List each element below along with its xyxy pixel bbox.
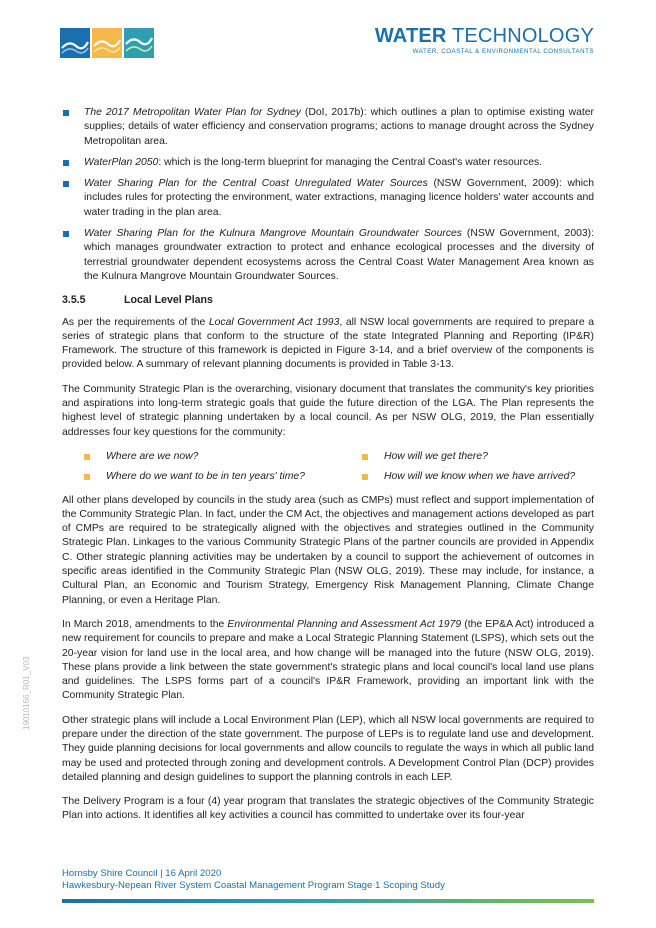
list-item: The 2017 Metropolitan Water Plan for Sydney (DoI, 2017b): which outlines a plan to optimise existing water supplies; details of water efficiency and conservation programs; actions to manage drought across the Sydney Metropolitan area. xyxy=(62,106,594,149)
page-footer xyxy=(62,868,445,892)
bullet-square-icon xyxy=(84,474,90,480)
key-questions xyxy=(84,450,594,485)
brand-tagline: WATER, COASTAL & ENVIRONMENTAL CONSULTANTS xyxy=(412,48,594,55)
question-item: How will we get there? xyxy=(362,450,602,464)
bullet-square-icon xyxy=(63,231,69,237)
section-number: 3.5.5 xyxy=(62,294,86,307)
question-item: Where are we now? xyxy=(84,450,362,464)
footer-client-date: Hornsby Shire Council | 16 April 2020 xyxy=(62,868,222,879)
bullet-square-icon xyxy=(84,454,90,460)
brand-name: WATER TECHNOLOGY xyxy=(374,25,594,47)
bullet-square-icon xyxy=(63,160,69,166)
paragraph: The Delivery Program is a four (4) year program that translates the strategic objectives of the Community Strategic Plan into actions. It identifies all key activities a council has committed to undertake over its four-year xyxy=(62,796,594,822)
section-title: Local Level Plans xyxy=(124,294,213,307)
list-item: Water Sharing Plan for the Kulnura Mangrove Mountain Groundwater Sources (NSW Government, 2003): which manages groundwater extraction to protect and enhance ecological processes and the diversity of terrestrial groundwater dependent ecosystems across the Central Coast Water Management Area known as the Kulnura Mangrove Mountain Groundwater Sources. xyxy=(62,227,594,284)
list-item: WaterPlan 2050: which is the long-term blueprint for managing the Central Coast's water resources. xyxy=(62,156,594,170)
section-heading xyxy=(62,293,594,307)
paragraph: As per the requirements of the Local Government Act 1993, all NSW local governments are required to prepare a series of strategic plans that conform to the structure of the state Integrated Planning and Reporting (IP&R) Framework. The structure of this framework is depicted in Figure 3-14, and a brief overview of the components is provided below. A summary of relevant planning documents is provided in Table 3-13. xyxy=(62,316,594,371)
bullet-square-icon xyxy=(362,474,368,480)
footer-bar xyxy=(62,899,594,903)
question-item: Where do we want to be in ten years' time? xyxy=(84,470,362,484)
paragraph: All other plans developed by councils in the study area (such as CMPs) must reflect and support implementation of the Community Strategic Plan. In fact, under the CM Act, the objectives and management actions developed as part of CMPs are required to be strategically aligned with the objectives and strategies outlined in the Community Strategic Plan. Linkages to the various Community Strategic Plans of the partner councils are provided in Appendix C. Other strategic planning activities may be undertaken by a council to support the achievement of outcomes in specific areas identified in the Community Strategic Plan (NSW OLG, 2019). These may include, for instance, a Cultural Plan, an Economic and Tourism Strategy, Emergency Risk Management Planning, Climate Change Planning, or even a Heritage Plan. xyxy=(62,494,594,606)
brand-logo xyxy=(375,25,594,56)
paragraph: The Community Strategic Plan is the overarching, visionary document that translates the community's key priorities and aspirations into long-term strategic goals that guide the future direction of the LGA. The Plan represents the highest level of strategic planning undertaken by a local council. As per NSW OLG, 2019, the Plan essentially addresses four key questions for the community: xyxy=(62,383,594,438)
page-body xyxy=(62,106,594,834)
wave-logo-icon xyxy=(60,28,154,58)
footer-project-title: Hawkesbury-Nepean River System Coastal Management Program Stage 1 Scoping Study xyxy=(62,880,445,891)
paragraph: In March 2018, amendments to the Environmental Planning and Assessment Act 1979 (the EP&A Act) introduced a new requirement for councils to prepare and make a Local Strategic Planning Statement (LSPS), which sets out the 20-year vision for land use in the local area, and how change will be managed into the future (NSW OLG, 2019). These plans provide a link between the state government's strategic plans and local council's local land use plans and guidelines. The LSPS forms part of a council's IP&R Framework, providing an important link with the Community Strategic Plan. xyxy=(62,618,594,702)
plan-list xyxy=(62,106,594,284)
paragraph: Other strategic plans will include a Local Environment Plan (LEP), which all NSW local governments are required to prepare under the direction of the state government. The purpose of LEPs is to regulate land use and development. They guide planning decisions for local governments and allow councils to regulate the ways in which all public land may be used and protected through zoning and development controls. A Development Control Plan (DCP) provides detailed planning and design guidelines to support the planning controls in each LEP. xyxy=(62,714,594,783)
list-item: Water Sharing Plan for the Central Coast Unregulated Water Sources (NSW Government, 2009): which includes rules for protecting the environment, water extractions, managing licence holders' water accounts and water trading in the plan area. xyxy=(62,177,594,220)
document-code: 19010166_R01_V03 xyxy=(22,656,31,730)
question-item: How will we know when we have arrived? xyxy=(362,470,602,484)
bullet-square-icon xyxy=(362,454,368,460)
bullet-square-icon xyxy=(63,181,69,187)
bullet-square-icon xyxy=(63,110,69,116)
